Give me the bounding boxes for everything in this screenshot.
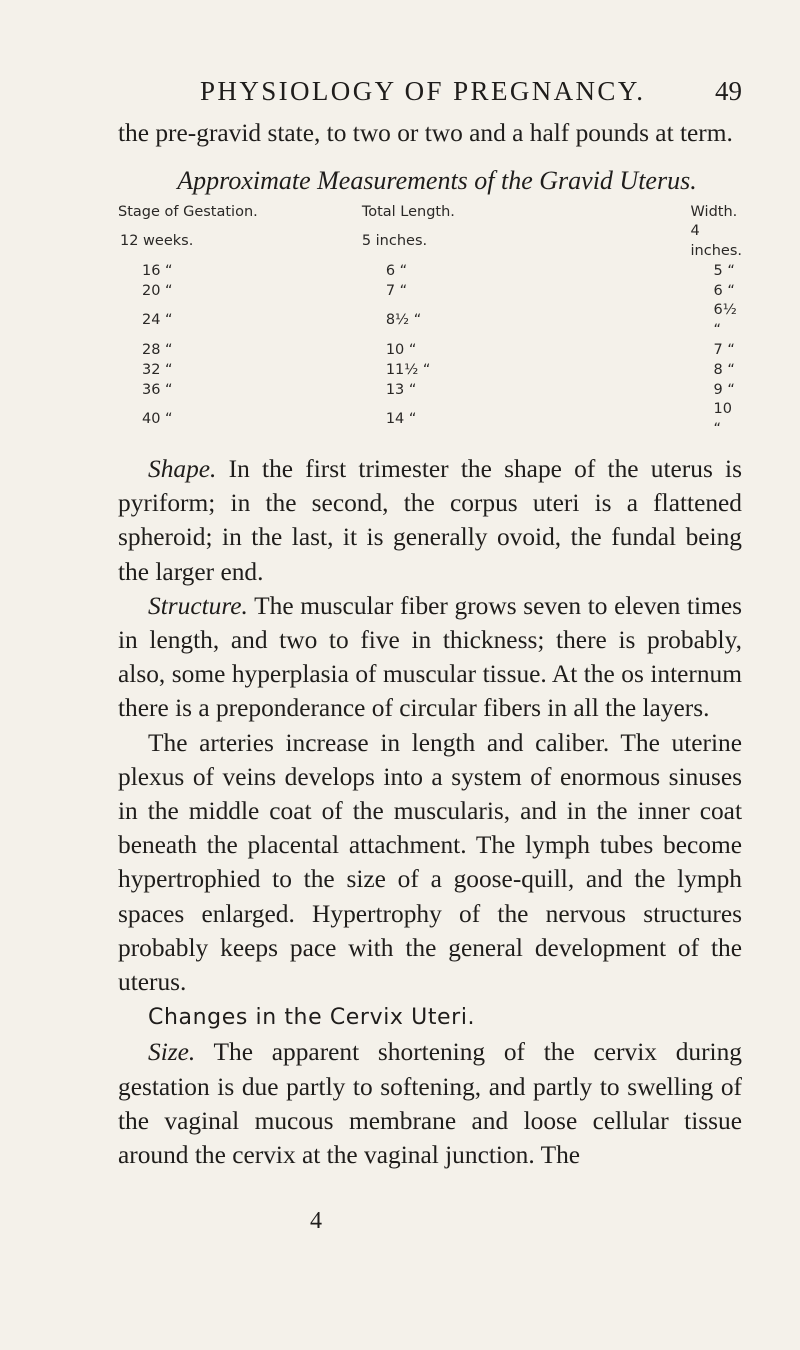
table-row [118,361,742,381]
cell-length: 11½ “ [385,361,431,378]
body-text [118,452,742,1172]
cell-length: 8½ “ [385,312,422,329]
table-row [118,222,742,262]
column-header-width: Width. [690,204,738,221]
cell-stage: 28 “ [142,341,173,358]
cervix-heading: Changes in the Cervix Uteri. [148,1005,476,1031]
cell-width: 6 “ [713,282,735,299]
cell-width: 10 “ [713,401,732,438]
running-head [118,64,742,108]
shape-heading: Shape. [148,454,217,483]
shape-text: In the first trimester the shape of the uterus is pyriform; in the second, the corpus uteri is a flattened spheroid; in the last, it is generally ovoid, the fundal being the larger end. [118,454,742,586]
opening-paragraph: the pre-gravid state, to two or two and a half pounds at term. [118,119,733,147]
cell-length: 5 inches. [361,233,428,250]
cell-stage: 20 “ [142,282,173,299]
cell-length: 6 “ [385,262,408,279]
column-header-length: Total Length. [361,204,455,221]
shape-paragraph [118,452,742,589]
structure-paragraph [118,589,742,726]
cell-length: 10 “ [385,341,417,358]
size-heading: Size. [148,1038,196,1067]
cell-width: 7 “ [713,341,735,358]
book-page [118,64,742,1172]
cell-stage: 32 “ [142,361,173,378]
table-title: Approximate Measurements of the Gravid Uterus. [177,166,697,196]
cell-stage: 40 “ [142,411,173,428]
cell-width: 6½ “ [713,302,737,339]
table-body [118,222,742,440]
cell-stage: 12 weeks. [120,233,194,250]
structure-text: The muscular fiber grows seven to eleven times in length, and two to five in thickness; there is probably, also, some hyperplasia of muscular tissue. At the os internum there is a preponderance of circular fibers in all the layers. [118,591,743,723]
cervix-heading-line [118,999,742,1035]
page-number: 49 [715,76,742,106]
table-row [118,282,742,302]
table-row [118,381,742,401]
table-header-row [118,202,742,222]
arteries-paragraph: The arteries increase in length and caliber. The uterine plexus of veins develops into a system of enormous sinuses in the middle coat of the muscularis, and in the inner coat beneath the placental attachment. The lymph tubes become hypertrophied to the size of a goose-quill, and the lymph spaces enlarged. Hypertrophy of the nervous structures probably keeps pace with the general development of the uterus. [118,728,742,997]
measurements-table [118,202,742,440]
size-text: The apparent shortening of the cervix during gestation is due partly to softening, and partly to swelling of the vaginal mucous membrane and loose cellular tissue around the cervix at the vaginal junction. The [118,1038,743,1170]
cell-length: 14 “ [385,411,417,428]
table-row [118,341,742,361]
table-row [118,400,742,440]
cell-stage: 36 “ [142,381,173,398]
cell-stage: 24 “ [142,312,173,329]
cell-length: 7 “ [385,282,408,299]
running-title: PHYSIOLOGY OF PREGNANCY. [200,76,646,106]
table-row [118,262,742,282]
column-header-stage: Stage of Gestation. [118,204,258,221]
cell-width: 8 “ [713,361,735,378]
signature-mark: 4 [310,1208,322,1234]
size-paragraph [118,1035,742,1172]
cell-width: 4 inches. [690,223,742,259]
table-row [118,301,742,341]
cell-length: 13 “ [385,381,417,398]
cell-width: 5 “ [713,262,735,279]
structure-heading: Structure. [148,591,248,620]
cell-width: 9 “ [713,381,735,398]
cell-stage: 16 “ [142,262,173,279]
